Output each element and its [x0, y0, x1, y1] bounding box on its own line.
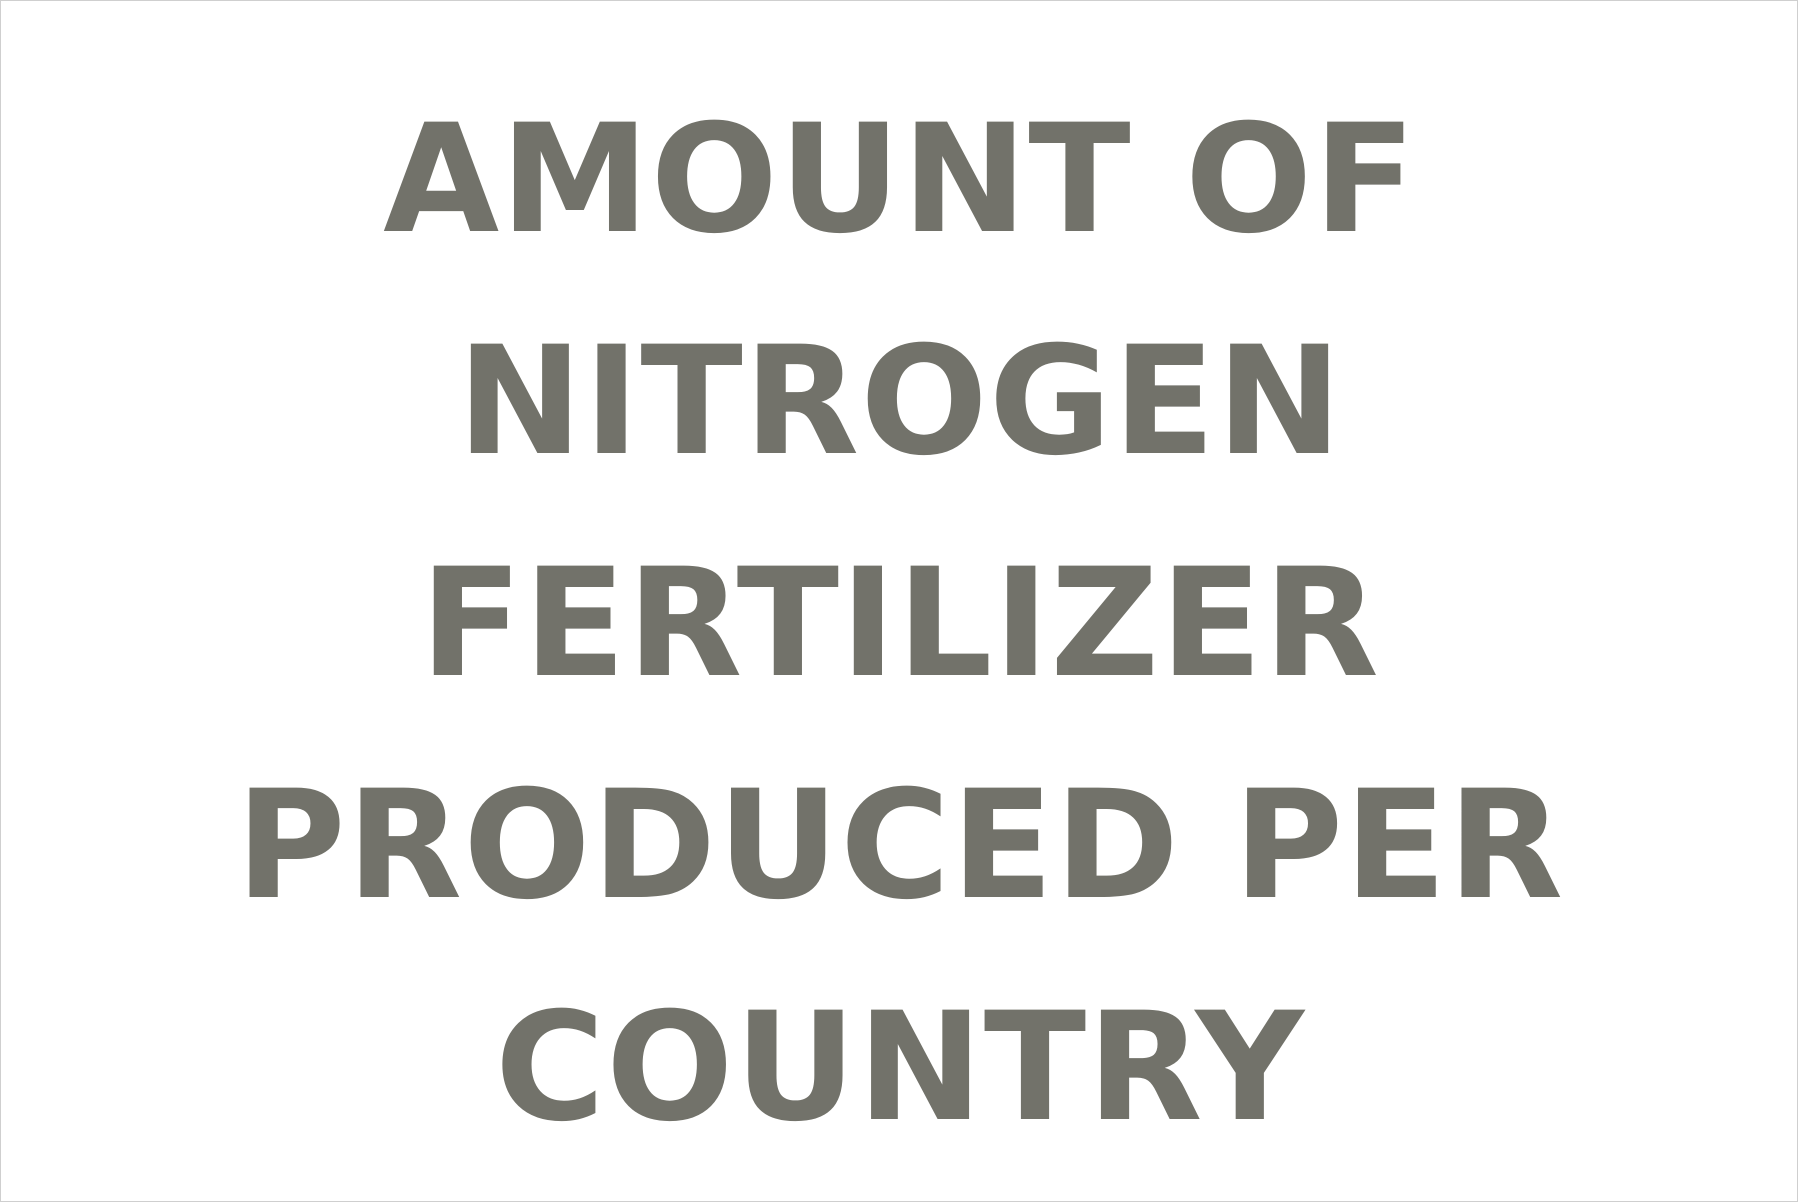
title-line-4: PRODUCED PER [235, 759, 1565, 933]
title-line-1: AMOUNT OF [383, 93, 1417, 267]
page-title [1, 69, 1798, 1179]
title-line-3: FERTILIZER [420, 537, 1380, 711]
title-line-2: NITROGEN [457, 315, 1343, 489]
title-line-5: COUNTRY [494, 981, 1306, 1155]
